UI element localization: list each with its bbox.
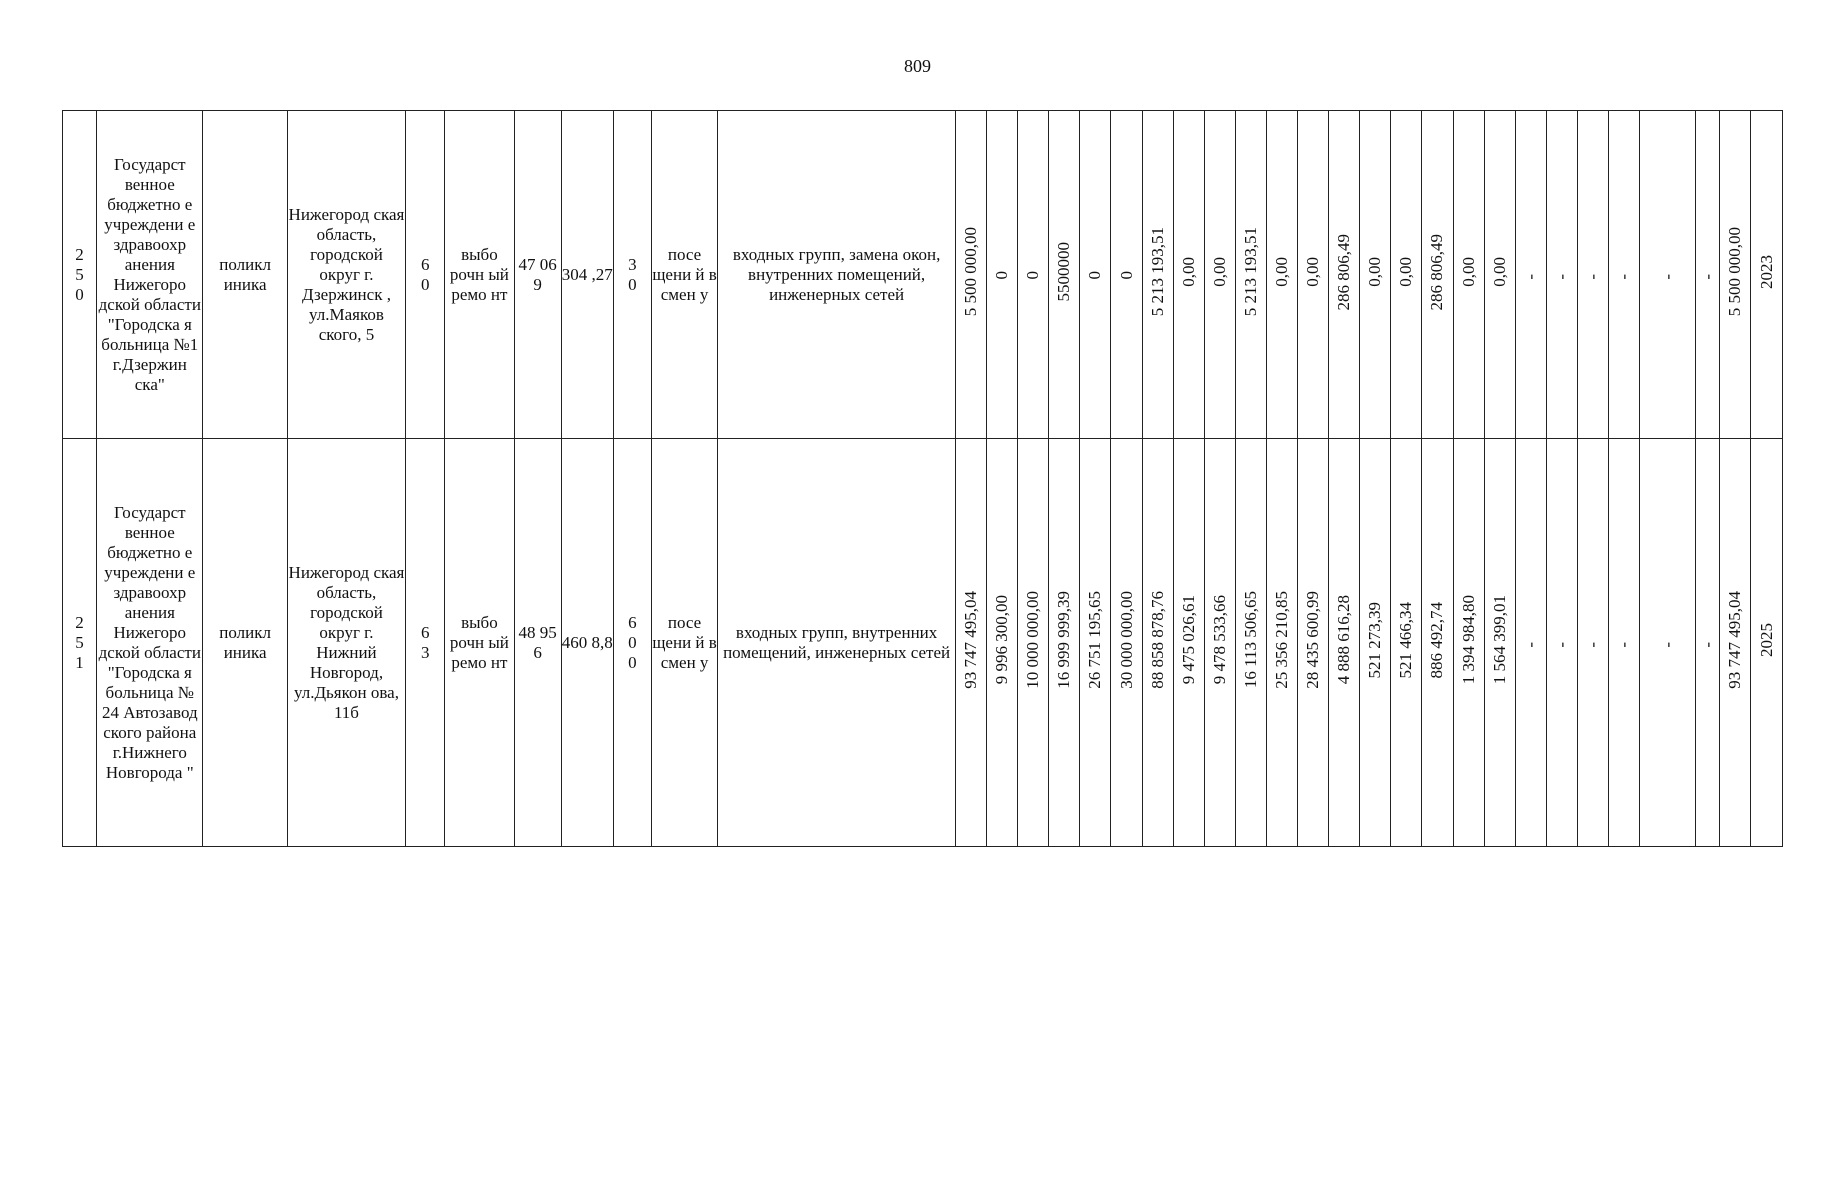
amount-cell-text: - xyxy=(1520,641,1540,648)
object-address: Нижегород ская область, городской округ г. Нижний Новгород, ул.Дьякон ова, 11б xyxy=(287,439,405,847)
amount-cell xyxy=(1515,439,1546,847)
table-row xyxy=(63,439,1783,847)
row-number: 2 5 0 xyxy=(63,111,97,439)
work-type: выбо рочн ый ремо нт xyxy=(445,111,514,439)
amount-cell-text: 10 000 000,00 xyxy=(1023,591,1043,689)
amount-cell xyxy=(1720,439,1751,847)
amount-cell xyxy=(1640,439,1696,847)
amount-cell-text: 1 394 984,80 xyxy=(1458,595,1478,685)
object-address: Нижегород ская область, городской округ г. Дзержинск , ул.Маяков ского, 5 xyxy=(287,111,405,439)
capacity-unit: посе щени й в смен у xyxy=(651,439,717,847)
amount-cell-text: 0,00 xyxy=(1365,257,1385,287)
amount-cell xyxy=(1235,111,1266,439)
amount-cell-text: 4 888 616,28 xyxy=(1334,595,1354,685)
amount-cell-text: 0 xyxy=(1116,271,1136,280)
amount-cell xyxy=(1696,111,1720,439)
amount-cell-text: 25 356 210,85 xyxy=(1272,591,1291,689)
amount-cell xyxy=(1018,111,1049,439)
amount-cell xyxy=(1204,111,1235,439)
amount-cell-text: 5 500 000,00 xyxy=(1725,227,1745,317)
amount-cell-text: 26 751 195,65 xyxy=(1085,591,1105,689)
amount-cell xyxy=(1018,439,1049,847)
amount-cell xyxy=(1173,111,1204,439)
col-8-value: 460 8,8 xyxy=(561,439,613,847)
work-type: выбо рочн ый ремо нт xyxy=(445,439,514,847)
amount-cell xyxy=(1546,111,1577,439)
work-description: входных групп, замена окон, внутренних помещений, инженерных сетей xyxy=(718,111,956,439)
amount-cell-text: 0,00 xyxy=(1209,257,1229,287)
amount-cell-text: 0,00 xyxy=(1303,257,1323,287)
amount-cell-text: 2023 xyxy=(1756,255,1776,289)
amount-cell xyxy=(1329,439,1360,847)
amount-cell xyxy=(1080,111,1111,439)
amount-cell-text: 28 435 600,99 xyxy=(1303,591,1323,689)
amount-cell xyxy=(1453,111,1484,439)
amount-cell-text: - xyxy=(1614,641,1634,648)
object-type: поликл иника xyxy=(203,439,287,847)
capacity-unit: посе щени й в смен у xyxy=(651,111,717,439)
amount-cell xyxy=(1422,439,1453,847)
amount-cell-text: - xyxy=(1697,273,1717,280)
amount-cell-text: - xyxy=(1551,273,1571,280)
amount-cell-text: 286 806,49 xyxy=(1334,233,1354,311)
col-7-value: 47 06 9 xyxy=(514,111,561,439)
amount-cell xyxy=(987,439,1018,847)
col-7-value: 48 95 6 xyxy=(514,439,561,847)
amount-cell xyxy=(1298,439,1329,847)
amount-cell xyxy=(1049,439,1080,847)
amount-cell xyxy=(1266,439,1297,847)
amount-cell xyxy=(1751,439,1783,847)
amount-cell-text: 93 747 495,04 xyxy=(961,591,981,689)
amount-cell-text: 0,00 xyxy=(1489,257,1509,287)
amount-cell-text: - xyxy=(1582,273,1602,280)
amount-cell-text: 521 466,34 xyxy=(1396,601,1416,679)
amount-cell xyxy=(1235,439,1266,847)
amount-cell xyxy=(987,111,1018,439)
amount-cell-text: 0 xyxy=(1023,271,1043,280)
amount-cell xyxy=(1142,111,1173,439)
amount-cell xyxy=(1608,439,1639,847)
amount-cell-text: 5 213 193,51 xyxy=(1240,227,1260,317)
amount-cell-text: 5 500 000,00 xyxy=(961,227,981,317)
amount-cell xyxy=(1360,439,1391,847)
institution-name: Государст венное бюджетно е учреждени е здравоохр анения Нижегоро дской области "Городска я больница № 24 Автозавод ского района г.Нижнего Новгорода " xyxy=(97,439,203,847)
amount-cell-text: - xyxy=(1657,273,1677,280)
amount-cell-text: 0,00 xyxy=(1178,257,1198,287)
amount-cell xyxy=(1453,439,1484,847)
amount-cell-text: - xyxy=(1697,641,1717,648)
amount-cell-text: 16 999 999,39 xyxy=(1054,591,1074,689)
amount-cell xyxy=(1204,439,1235,847)
amount-cell-text: 5 213 193,51 xyxy=(1147,227,1167,317)
amount-cell xyxy=(1111,111,1142,439)
institution-name: Государст венное бюджетно е учреждени е здравоохр анения Нижегоро дской области "Городска я больница №1 г.Дзержин ска" xyxy=(97,111,203,439)
amount-cell xyxy=(1142,439,1173,847)
amount-cell xyxy=(956,439,987,847)
amount-cell xyxy=(1484,111,1515,439)
work-description: входных групп, внутренних помещений, инженерных сетей xyxy=(718,439,956,847)
amount-cell xyxy=(1720,111,1751,439)
amount-cell-text: - xyxy=(1551,641,1571,648)
amount-cell xyxy=(1422,111,1453,439)
amount-cell xyxy=(1608,111,1639,439)
amount-cell xyxy=(1266,111,1297,439)
amount-cell xyxy=(1298,111,1329,439)
amount-cell-text: 9 996 300,00 xyxy=(992,595,1012,685)
amount-cell-text: 9 478 533,66 xyxy=(1209,595,1229,685)
amount-cell xyxy=(1111,439,1142,847)
amount-cell-text: 0,00 xyxy=(1458,257,1478,287)
amount-cell-text: 886 492,74 xyxy=(1427,601,1447,679)
amount-cell-text: 0,00 xyxy=(1396,257,1416,287)
amount-cell-text: 9 475 026,61 xyxy=(1178,595,1198,685)
amount-cell-text: - xyxy=(1582,641,1602,648)
amount-cell-text: 286 806,49 xyxy=(1427,233,1447,311)
amount-cell-text: 16 113 506,65 xyxy=(1240,591,1260,689)
amount-cell xyxy=(1049,111,1080,439)
amount-cell xyxy=(1515,111,1546,439)
amount-cell xyxy=(1577,111,1608,439)
program-table xyxy=(62,110,1783,847)
amount-cell xyxy=(1484,439,1515,847)
col-8-value: 304 ,27 xyxy=(561,111,613,439)
amount-cell xyxy=(1546,439,1577,847)
amount-cell xyxy=(1577,439,1608,847)
amount-cell-text: 93 747 495,04 xyxy=(1725,591,1745,689)
amount-cell xyxy=(1696,439,1720,847)
amount-cell-text: 88 858 878,76 xyxy=(1147,591,1167,689)
row-number: 2 5 1 xyxy=(63,439,97,847)
amount-cell xyxy=(1360,111,1391,439)
amount-cell xyxy=(1173,439,1204,847)
table-row xyxy=(63,111,1783,439)
object-type: поликл иника xyxy=(203,111,287,439)
amount-cell-text: 2025 xyxy=(1756,623,1776,657)
amount-cell-text: 0 xyxy=(992,271,1012,280)
amount-cell xyxy=(1080,439,1111,847)
amount-cell xyxy=(1391,439,1422,847)
amount-cell-text: 521 273,39 xyxy=(1365,601,1385,679)
page-number: 809 xyxy=(904,56,931,76)
amount-cell-text: - xyxy=(1657,641,1677,648)
amount-cell xyxy=(1751,111,1783,439)
amount-cell-text: 5500000 xyxy=(1054,242,1074,302)
col-5-value: 6 3 xyxy=(406,439,445,847)
amount-cell-text: 0,00 xyxy=(1272,257,1291,287)
amount-cell xyxy=(956,111,987,439)
amount-cell-text: - xyxy=(1520,273,1540,280)
amount-cell-text: 0 xyxy=(1085,271,1105,280)
amount-cell-text: 30 000 000,00 xyxy=(1116,591,1136,689)
col-9-value: 3 0 xyxy=(613,111,651,439)
amount-cell xyxy=(1329,111,1360,439)
col-9-value: 6 0 0 xyxy=(613,439,651,847)
amount-cell-text: 1 564 399,01 xyxy=(1489,595,1509,685)
amount-cell xyxy=(1391,111,1422,439)
col-5-value: 6 0 xyxy=(406,111,445,439)
amount-cell xyxy=(1640,111,1696,439)
amount-cell-text: - xyxy=(1614,273,1634,280)
